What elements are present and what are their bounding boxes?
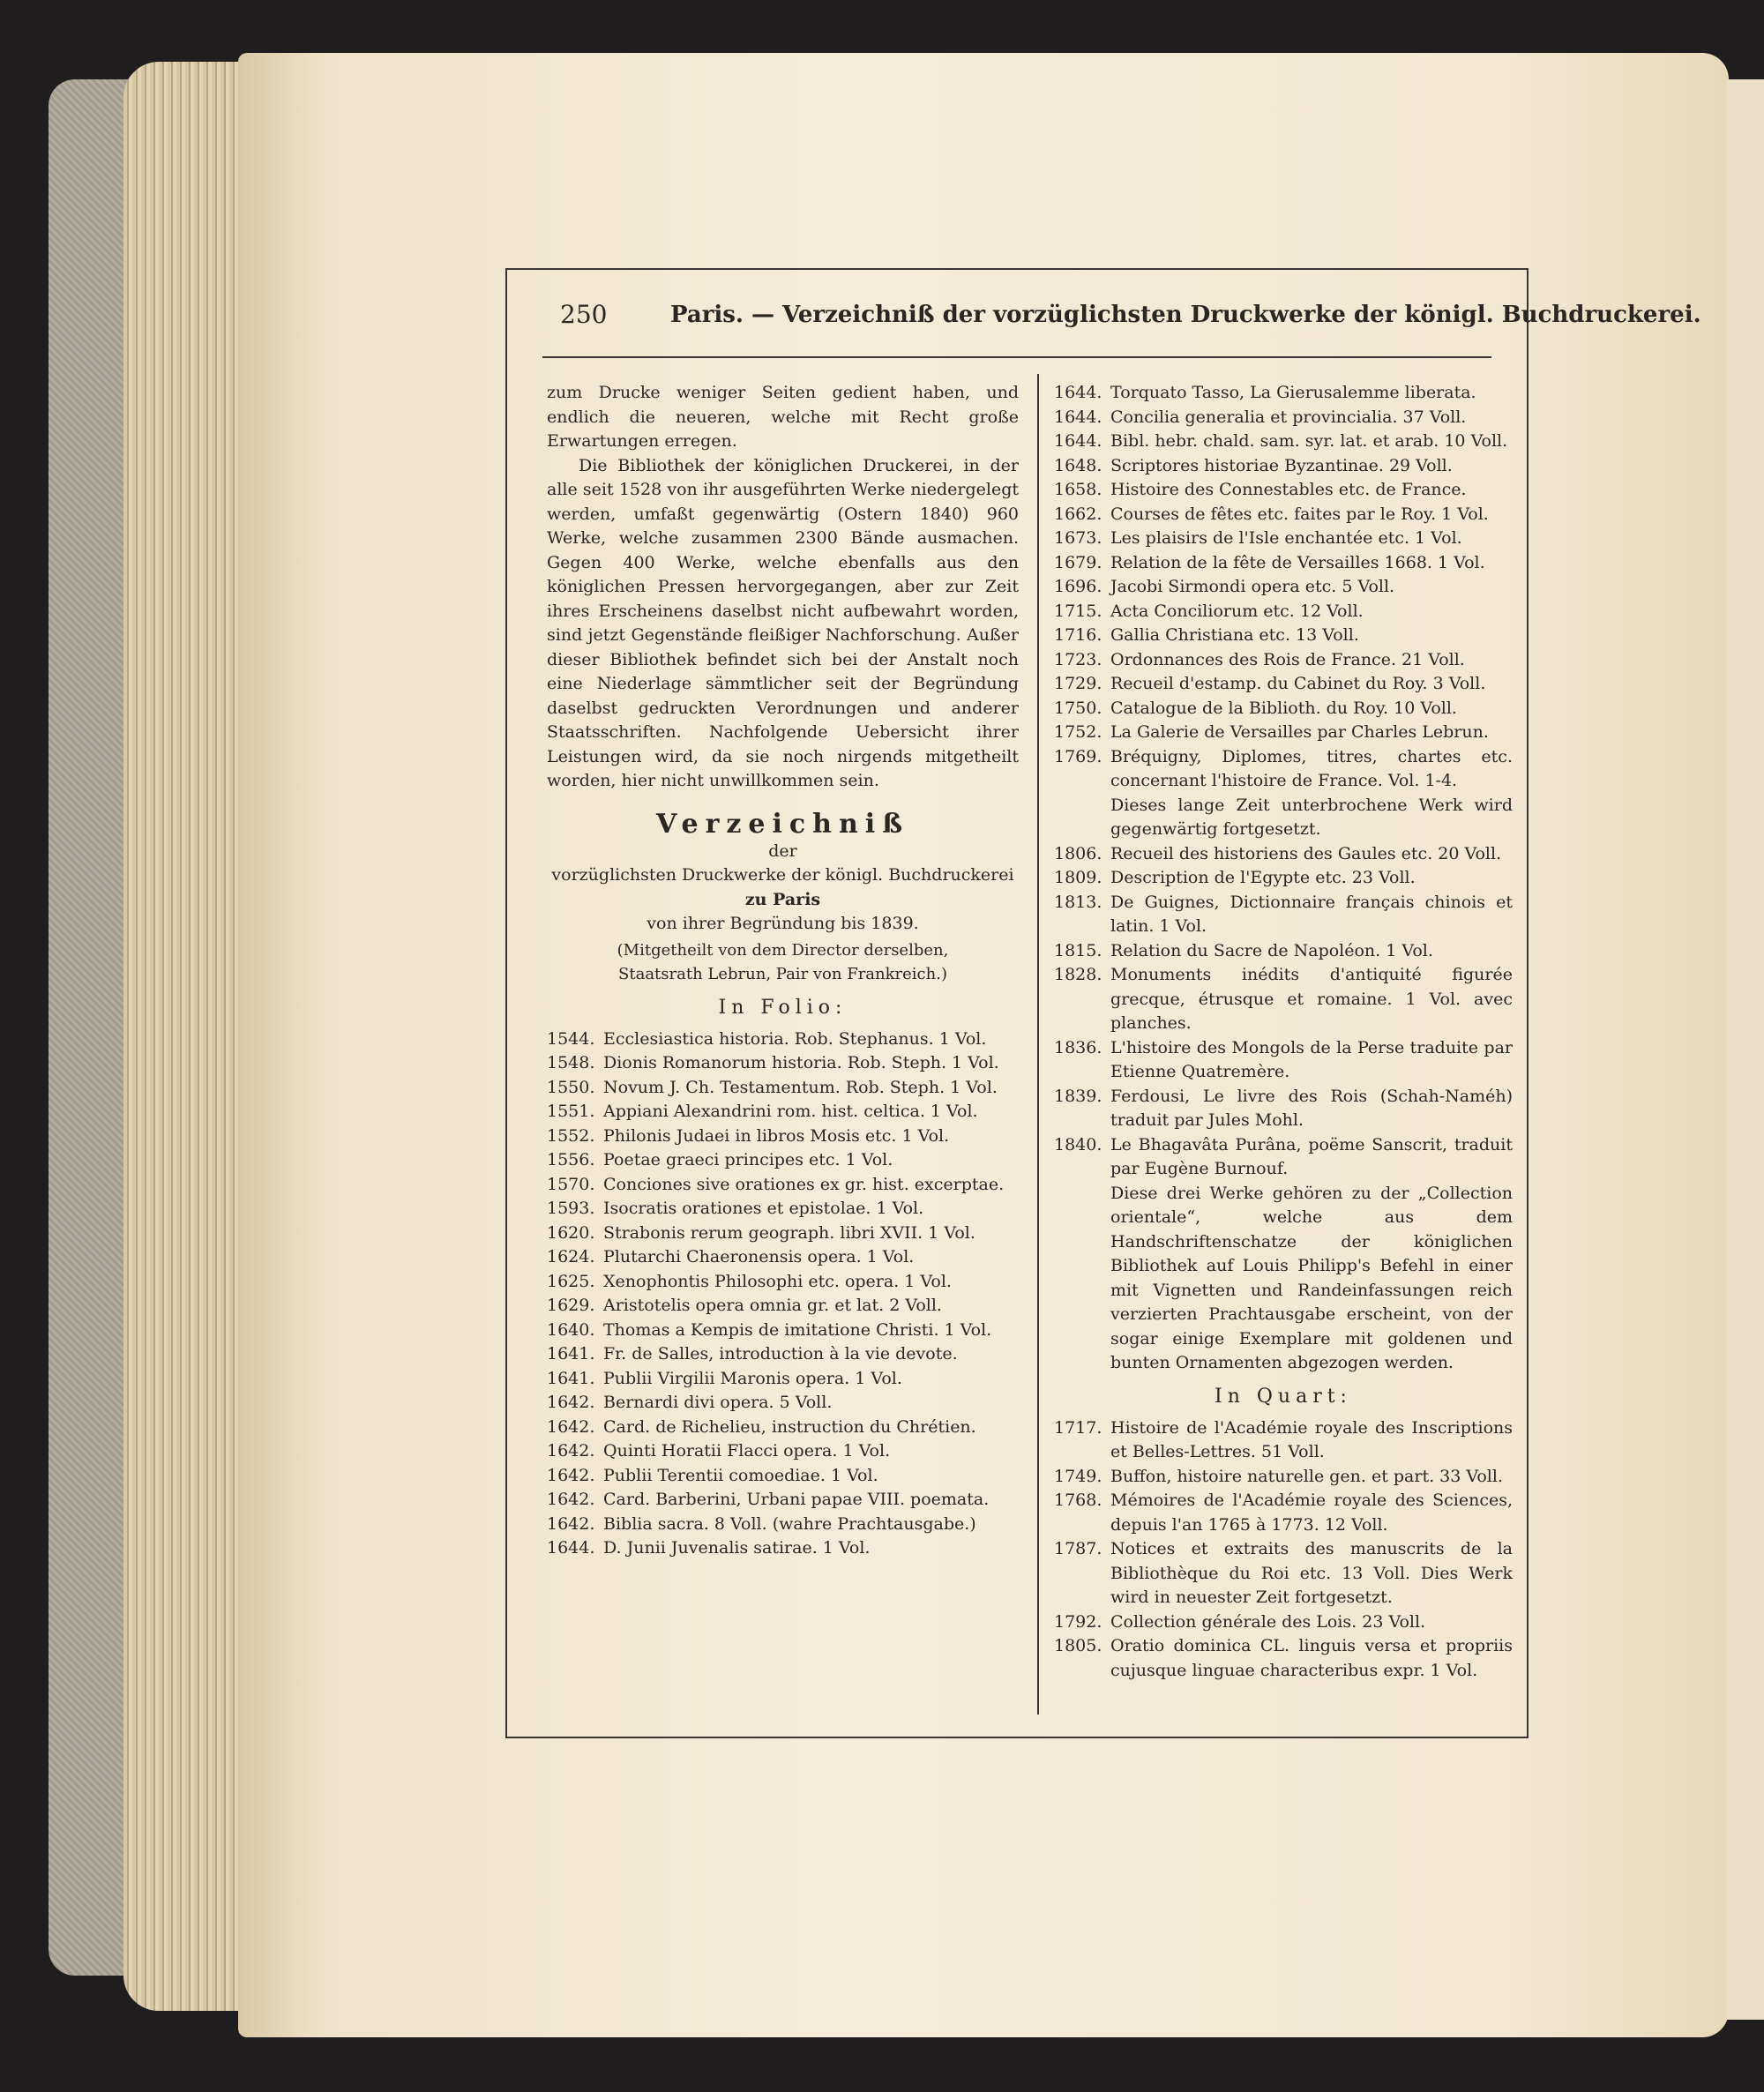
entry-year: 1552.: [547, 1125, 595, 1146]
folio-list-continued: [1054, 381, 1513, 1182]
entry-year: 1644.: [1054, 383, 1102, 402]
entry-year: 1644.: [1054, 431, 1102, 451]
entry-year: 1813.: [1054, 892, 1102, 912]
list-item: [1054, 1537, 1513, 1610]
entry-year: 1836.: [1054, 1037, 1102, 1057]
list-item: [547, 1027, 1019, 1052]
entry-year: 1551.: [547, 1102, 595, 1121]
column-divider: [1037, 374, 1039, 1715]
entry-title: Fr. de Salles, introduction à la vie devote.: [603, 1344, 958, 1364]
entry-year: 1787.: [1054, 1539, 1102, 1558]
entry-title: Catalogue de la Biblioth. du Roy. 10 Voll.: [1110, 698, 1457, 718]
entry-title: Monuments inédits d'antiquité figurée grecque, étrusque et romaine. 1 Vol. avec planches.: [1110, 965, 1513, 1033]
folio-heading: In Folio:: [718, 996, 848, 1019]
entry-title: Ferdousi, Le livre des Rois (Schah-Naméh) traduit par Jules Mohl.: [1110, 1086, 1513, 1130]
list-item: [1054, 1465, 1513, 1490]
list-item: [547, 1464, 1019, 1489]
list-item: [1054, 1416, 1513, 1465]
list-item: [547, 1245, 1019, 1270]
quart-heading: In Quart:: [1215, 1385, 1352, 1408]
list-item: [1054, 1036, 1513, 1085]
list-item: [1054, 1634, 1513, 1683]
entry-year: 1629.: [547, 1296, 595, 1315]
list-item: [1054, 624, 1513, 648]
entry-title: Collection générale des Lois. 23 Voll.: [1110, 1611, 1426, 1632]
entry-year: 1642.: [547, 1393, 595, 1412]
entry-title: Publii Virgilii Maronis opera. 1 Vol.: [603, 1368, 902, 1388]
attribution: (Mitgetheilt von dem Director derselben, Staatsrath Lebrun, Pair von Frankreich.): [617, 940, 949, 983]
quart-list: [1054, 1416, 1513, 1684]
entry-year: 1805.: [1054, 1636, 1102, 1655]
entry-year: 1648.: [1054, 455, 1102, 475]
entry-year: 1828.: [1054, 965, 1102, 984]
left-column: [547, 381, 1019, 1561]
entry-title: Philonis Judaei in libros Mosis etc. 1 Vol.: [603, 1125, 950, 1146]
entry-title: Quinti Horatii Flacci opera. 1 Vol.: [603, 1441, 891, 1461]
entry-year: 1750.: [1054, 698, 1102, 718]
entry-title: Bréquigny, Diplomes, titres, chartes etc. concernant l'histoire de France. Vol. 1-4.: [1110, 746, 1513, 790]
entry-title: Relation de la fête de Versailles 1668. 1 Vol.: [1110, 552, 1485, 572]
list-item: [547, 1100, 1019, 1124]
collection-note: Diese drei Werke gehören zu der „Collection orientale“, welche aus dem Handschriftenschatze der königlichen Bibliothek auf Louis Philipp's Befehl in einer mit Vignetten und Randeinfassungen reich verzierten Prachtausgabe erscheint, von der sogar einige Exemplare mit goldenen und bunten Ornamenten abgezogen werden.: [1110, 1183, 1513, 1372]
list-item: [1054, 600, 1513, 624]
list-item: [547, 1148, 1019, 1173]
list-item: [1054, 381, 1513, 406]
entry-title: Poetae graeci principes etc. 1 Vol.: [603, 1150, 893, 1169]
entry-year: 1556.: [547, 1150, 595, 1169]
entry-year: 1625.: [547, 1271, 595, 1291]
entry-note: Dieses lange Zeit unterbrochene Werk wird gegenwärtig fortgesetzt.: [1110, 795, 1513, 839]
entry-title: Ecclesiastica historia. Rob. Stephanus. 1 Vol.: [603, 1028, 987, 1049]
list-item: [1054, 454, 1513, 479]
list-item: [1054, 527, 1513, 551]
entry-title: Le Bhagavâta Purâna, poëme Sanscrit, traduit par Eugène Burnouf.: [1110, 1134, 1513, 1178]
entry-year: 1679.: [1054, 552, 1102, 572]
entry-title: Bernardi divi opera. 5 Voll.: [603, 1393, 833, 1412]
entry-year: 1769.: [1054, 746, 1102, 766]
entry-title: Buffon, histoire naturelle gen. et part. 33 Voll.: [1110, 1466, 1503, 1486]
entry-year: 1809.: [1054, 868, 1102, 887]
list-item: [547, 1488, 1019, 1513]
running-title: Paris. — Verzeichniß der vorzüglichsten Druckwerke der königl. Buchdruckerei.: [670, 302, 1701, 328]
folio-list: [547, 1027, 1019, 1561]
entry-title: Ordonnances des Rois de France. 21 Voll.: [1110, 649, 1465, 669]
facing-page-edge: [1727, 79, 1764, 2020]
list-item: [547, 1051, 1019, 1076]
list-item: [1054, 745, 1513, 794]
list-item: [1054, 1610, 1513, 1635]
list-subtitle-dates: von ihrer Begründung bis 1839.: [647, 914, 919, 933]
entry-year: 1696.: [1054, 577, 1102, 596]
list-item: [1054, 478, 1513, 503]
entry-title: Thomas a Kempis de imitatione Christi. 1 Vol.: [603, 1319, 992, 1340]
list-subtitle-works: vorzüglichsten Druckwerke der königl. Buchdruckerei: [551, 865, 1014, 885]
entry-year: 1644.: [1054, 407, 1102, 427]
list-item: [1054, 939, 1513, 964]
entry-title: Les plaisirs de l'Isle enchantée etc. 1 Vol.: [1110, 528, 1462, 548]
entry-year: 1840.: [1054, 1134, 1102, 1154]
entry-year: 1593.: [547, 1199, 595, 1218]
entry-title: Isocratis orationes et epistolae. 1 Vol.: [603, 1199, 924, 1218]
entry-title: Xenophontis Philosophi etc. opera. 1 Vol.: [603, 1271, 952, 1291]
entry-year: 1658.: [1054, 480, 1102, 499]
list-item: [547, 1270, 1019, 1295]
entry-title: D. Junii Juvenalis satirae. 1 Vol.: [603, 1538, 871, 1558]
list-item: [547, 1076, 1019, 1101]
list-item: [547, 1197, 1019, 1222]
list-item: [1054, 648, 1513, 673]
list-item: [547, 1319, 1019, 1343]
list-item: [547, 1173, 1019, 1198]
entry-title: Appiani Alexandrini rom. hist. celtica. 1 Vol.: [603, 1102, 978, 1121]
entry-year: 1641.: [547, 1368, 595, 1388]
entry-title: Relation du Sacre de Napoléon. 1 Vol.: [1110, 940, 1433, 960]
entry-year: 1642.: [547, 1441, 595, 1461]
entry-year: 1815.: [1054, 940, 1102, 960]
right-column: [1054, 381, 1513, 1683]
list-subtitle-paris: zu Paris: [744, 889, 821, 909]
entry-title: Aristotelis opera omnia gr. et lat. 2 Voll.: [603, 1296, 942, 1315]
entry-title: L'histoire des Mongols de la Perse traduite par Etienne Quatremère.: [1110, 1037, 1513, 1081]
list-item: [1054, 721, 1513, 745]
entry-title: De Guignes, Dictionnaire français chinois et latin. 1 Vol.: [1110, 892, 1513, 936]
entry-year: 1550.: [547, 1077, 595, 1097]
list-item: [1054, 891, 1513, 939]
list-item: [1054, 1085, 1513, 1133]
entry-year: 1642.: [547, 1513, 595, 1534]
list-item: [547, 1536, 1019, 1561]
entry-title: Notices et extraits des manuscrits de la Bibliothèque du Roi etc. 13 Voll. Dies Werk wird in neuester Zeit fortgesetzt.: [1110, 1539, 1513, 1607]
list-item: [1054, 697, 1513, 721]
list-item: [1054, 963, 1513, 1036]
entry-title: Recueil d'estamp. du Cabinet du Roy. 3 Voll.: [1110, 674, 1486, 693]
list-item: [1054, 866, 1513, 891]
entry-title: Histoire de l'Académie royale des Inscriptions et Belles-Lettres. 51 Voll.: [1110, 1417, 1513, 1461]
entry-year: 1792.: [1054, 1611, 1102, 1632]
intro-continuation: zum Drucke weniger Seiten gedient haben, und endlich die neueren, welche mit Recht große Erwartungen erregen.: [547, 383, 1019, 451]
list-item: [1054, 430, 1513, 454]
entry-title: Dionis Romanorum historia. Rob. Steph. 1 Vol.: [603, 1053, 999, 1072]
entry-year: 1717.: [1054, 1417, 1102, 1438]
entry-year: 1806.: [1054, 843, 1102, 863]
entry-title: Novum J. Ch. Testamentum. Rob. Steph. 1 Vol.: [603, 1077, 998, 1097]
text-frame: [505, 268, 1701, 1738]
entry-title: Plutarchi Chaeronensis opera. 1 Vol.: [603, 1247, 915, 1266]
list-item: [547, 1222, 1019, 1246]
entry-title: Courses de fêtes etc. faites par le Roy. 1 Vol.: [1110, 504, 1489, 524]
entry-year: 1729.: [1054, 674, 1102, 693]
list-subtitle-der: der: [768, 841, 797, 861]
list-item: [547, 1439, 1019, 1464]
entry-year: 1749.: [1054, 1466, 1102, 1486]
list-item: [547, 1367, 1019, 1392]
entry-title: La Galerie de Versailles par Charles Lebrun.: [1110, 722, 1489, 742]
entry-title: Recueil des historiens des Gaules etc. 20 Voll.: [1110, 843, 1502, 863]
entry-year: 1544.: [547, 1028, 595, 1049]
entry-year: 1640.: [547, 1319, 595, 1340]
entry-year: 1641.: [547, 1344, 595, 1364]
entry-title: Concilia generalia et provincialia. 37 Voll.: [1110, 407, 1467, 427]
entry-title: Mémoires de l'Académie royale des Sciences, depuis l'an 1765 à 1773. 12 Voll.: [1110, 1491, 1513, 1535]
entry-year: 1662.: [1054, 504, 1102, 524]
page-number: 250: [560, 300, 608, 329]
list-item: [1054, 551, 1513, 576]
entry-title: Torquato Tasso, La Gierusalemme liberata.: [1110, 383, 1476, 402]
list-item: [547, 1391, 1019, 1416]
entry-title: Description de l'Egypte etc. 23 Voll.: [1110, 868, 1416, 887]
list-item: [1054, 842, 1513, 867]
entry-title: Oratio dominica CL. linguis versa et propriis cujusque linguae characteribus expr. 1 Vol.: [1110, 1636, 1513, 1680]
entry-year: 1716.: [1054, 625, 1102, 645]
entry-year: 1839.: [1054, 1086, 1102, 1106]
list-title: Verzeichniß: [655, 808, 909, 840]
entry-year: 1548.: [547, 1053, 595, 1072]
header-rule: [542, 356, 1491, 358]
list-item: [1054, 672, 1513, 697]
entry-year: 1768.: [1054, 1491, 1102, 1510]
entry-year: 1642.: [547, 1490, 595, 1509]
entry-title: Strabonis rerum geograph. libri XVII. 1 Vol.: [603, 1222, 975, 1243]
entry-title: Card. de Richelieu, instruction du Chrétien.: [603, 1416, 976, 1437]
entry-year: 1620.: [547, 1222, 595, 1243]
entry-title: Bibl. hebr. chald. sam. syr. lat. et arab. 10 Voll.: [1110, 431, 1508, 451]
entry-year: 1723.: [1054, 649, 1102, 669]
entry-title: Biblia sacra. 8 Voll. (wahre Prachtausgabe.): [603, 1513, 976, 1534]
entry-title: Gallia Christiana etc. 13 Voll.: [1110, 625, 1359, 645]
list-item: [1054, 503, 1513, 527]
list-item: [547, 1294, 1019, 1319]
entry-year: 1570.: [547, 1174, 595, 1194]
entry-year: 1642.: [547, 1416, 595, 1437]
entry-title: Publii Terentii comoediae. 1 Vol.: [603, 1465, 878, 1485]
entry-title: Card. Barberini, Urbani papae VIII. poemata.: [603, 1490, 990, 1509]
entry-title: Acta Conciliorum etc. 12 Voll.: [1110, 601, 1364, 621]
entry-year: 1624.: [547, 1247, 595, 1266]
entry-year: 1673.: [1054, 528, 1102, 548]
list-item: [1054, 575, 1513, 600]
entry-title: Scriptores historiae Byzantinae. 29 Voll.: [1110, 455, 1453, 475]
entry-year: 1642.: [547, 1465, 595, 1485]
list-item: [547, 1416, 1019, 1440]
entry-year: 1715.: [1054, 601, 1102, 621]
entry-title: Jacobi Sirmondi opera etc. 5 Voll.: [1110, 577, 1395, 596]
entry-title: Conciones sive orationes ex gr. hist. excerptae.: [603, 1174, 1005, 1194]
list-item: [547, 1124, 1019, 1149]
entry-title: Histoire des Connestables etc. de France.: [1110, 480, 1467, 499]
list-item: [547, 1513, 1019, 1537]
entry-year: 1644.: [547, 1538, 595, 1558]
library-paragraph: Die Bibliothek der königlichen Druckerei, in der alle seit 1528 von ihr ausgeführten Werke niedergelegt werden, umfaßt gegenwärtig (Ostern 1840) 960 Werke, welche zusammen 2300 Bände ausmachen. Gegen 400 Werke, welche ebenfalls aus den königlichen Pressen hervorgegangen, aber zur Zeit ihres Erscheinens daselbst nicht aufbewahrt worden, sind jetzt Gegenstände fleißiger Nachforschung. Außer dieser Bibliothek befindet sich bei der Anstalt noch eine Niederlage sämmtlicher seit der Begründung daselbst gedruckten Verordnungen und anderer Staatsschriften. Nachfolgende Uebersicht ihrer Leistungen wird, da sie noch nirgends mitgetheilt worden, hier nicht unwillkommen sein.: [547, 455, 1019, 790]
list-item: [1054, 1133, 1513, 1182]
list-item: [1054, 406, 1513, 430]
list-item: [547, 1342, 1019, 1367]
list-item: [1054, 1489, 1513, 1537]
entry-year: 1752.: [1054, 722, 1102, 742]
